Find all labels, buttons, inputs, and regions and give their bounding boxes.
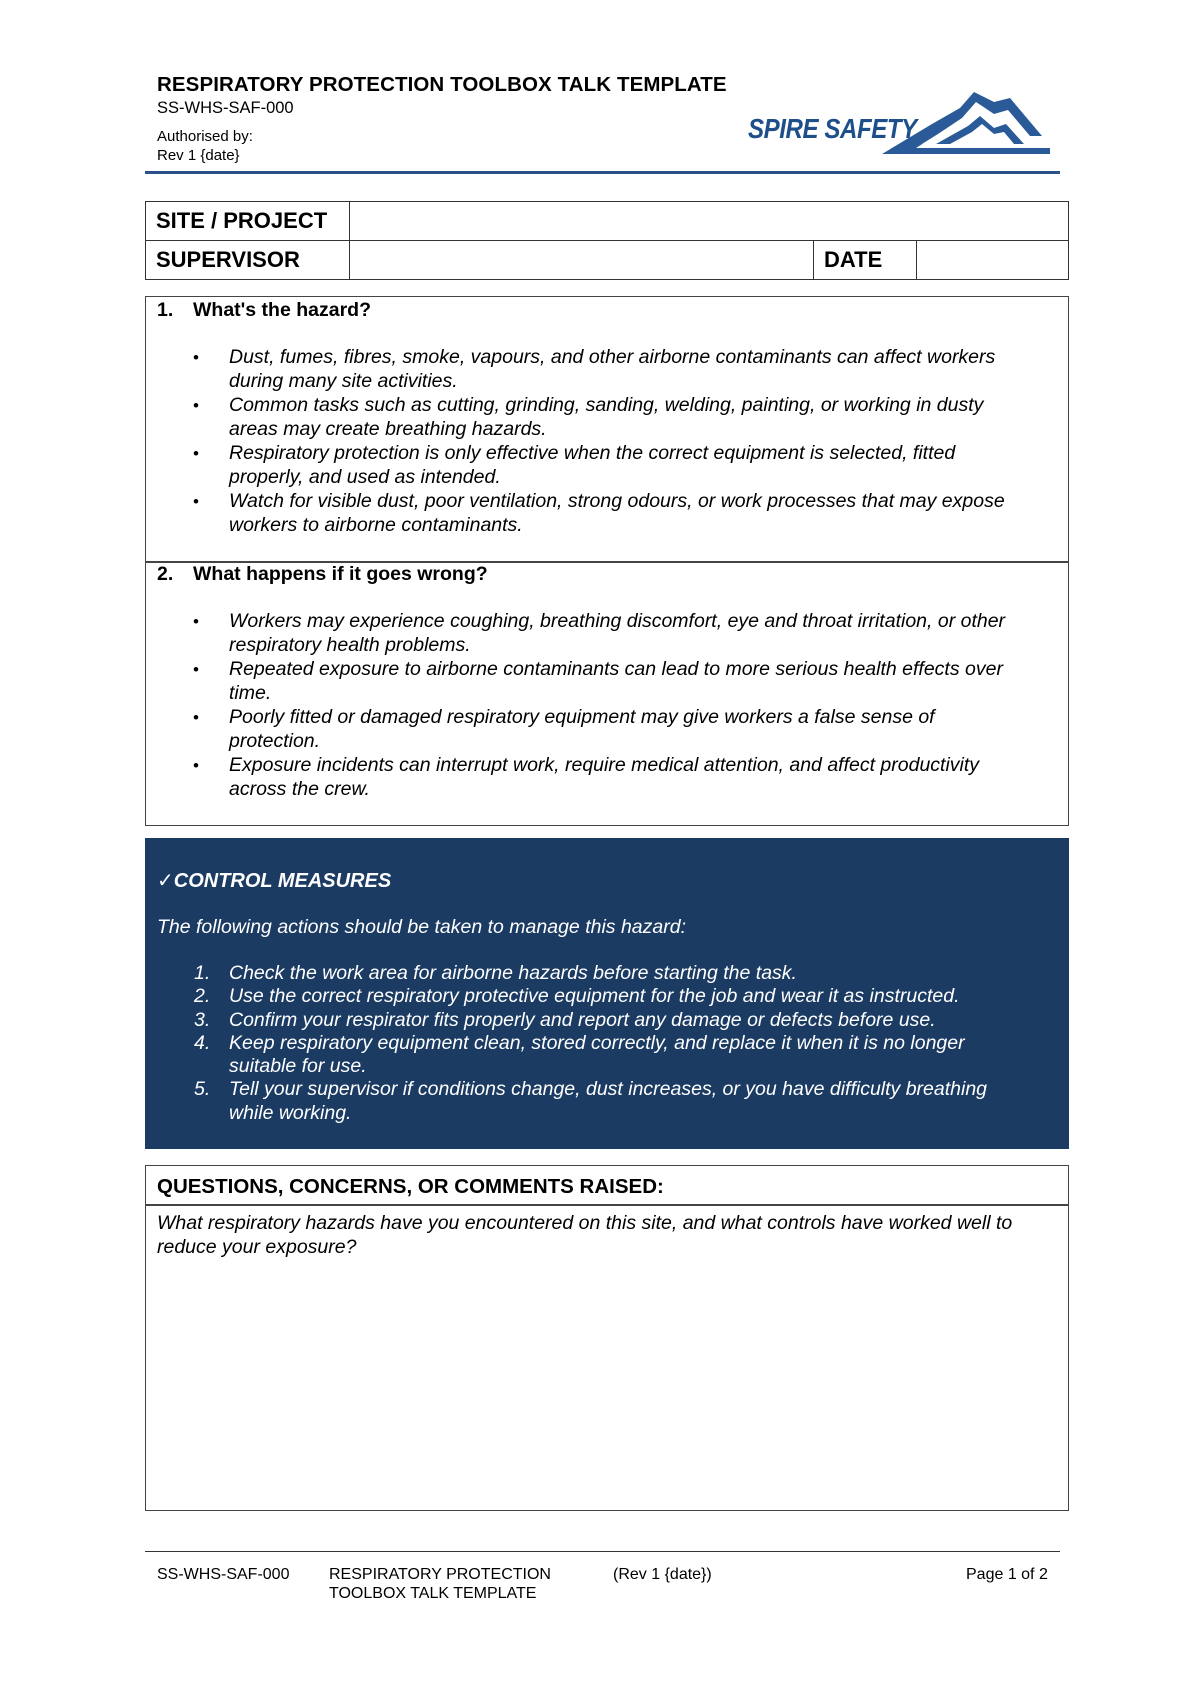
footer-divider — [145, 1551, 1060, 1552]
control-measures-heading: ✓CONTROL MEASURES — [157, 870, 392, 892]
page-number: Page 1 of 2 — [966, 1566, 1048, 1583]
list-item: • Repeated exposure to airborne contaminants can lead to more serious health effects over time. — [193, 658, 1003, 704]
site-project-label: SITE / PROJECT — [146, 202, 350, 241]
company-logo-text: SPIRE SAFETY — [748, 113, 917, 144]
section-2-heading: 2. What happens if it goes wrong? — [157, 563, 488, 585]
site-project-field[interactable] — [350, 202, 1069, 241]
list-item: • Workers may experience coughing, breathing discomfort, eye and throat irritation, or other respiratory health problems. — [193, 610, 1006, 656]
list-item: 5. Tell your supervisor if conditions change, dust increases, or you have difficulty breathing while working. — [194, 1078, 988, 1124]
list-item: 4. Keep respiratory equipment clean, stored correctly, and replace it when it is no longer suitable for use. — [194, 1031, 965, 1078]
footer-title: RESPIRATORY PROTECTION TOOLBOX TALK TEMPLATE — [329, 1566, 551, 1602]
info-table — [145, 201, 1069, 280]
header-divider — [145, 171, 1060, 174]
list-item: 1. Check the work area for airborne hazards before starting the task. — [194, 962, 797, 984]
date-label: DATE — [814, 241, 917, 280]
questions-divider — [145, 1204, 1069, 1206]
list-item: 2. Use the correct respiratory protective equipment for the job and wear it as instructed. — [194, 985, 960, 1008]
mountain-logo-icon — [882, 88, 1050, 158]
control-measures-list — [194, 962, 1049, 1125]
document-code: SS-WHS-SAF-000 — [157, 99, 294, 117]
questions-prompt: What respiratory hazards have you encountered on this site, and what controls have worked well to reduce your exposure? — [157, 1212, 1013, 1258]
questions-heading: QUESTIONS, CONCERNS, OR COMMENTS RAISED: — [157, 1175, 664, 1198]
list-item: • Respiratory protection is only effective when the correct equipment is selected, fitted properly, and used as intended. — [193, 442, 956, 488]
authorised-by: Authorised by: — [157, 128, 253, 145]
footer-doc-code: SS-WHS-SAF-000 — [157, 1566, 290, 1583]
supervisor-label: SUPERVISOR — [146, 241, 350, 280]
list-item: • Poorly fitted or damaged respiratory equipment may give workers a false sense of protection. — [193, 706, 935, 752]
list-item: • Exposure incidents can interrupt work, require medical attention, and affect productivity across the crew. — [193, 754, 980, 800]
list-item: • Common tasks such as cutting, grinding, sanding, welding, painting, or working in dusty areas may create breathing hazards. — [193, 394, 984, 440]
section-1-bullets — [193, 346, 1059, 538]
footer-revision: (Rev 1 {date}) — [613, 1566, 712, 1583]
list-item: • Watch for visible dust, poor ventilation, strong odours, or work processes that may expose workers to airborne contaminants. — [193, 490, 1005, 536]
list-item: • Dust, fumes, fibres, smoke, vapours, and other airborne contaminants can affect workers during many site activities. — [193, 346, 996, 392]
section-2-bullets — [193, 610, 1059, 802]
section-1-heading: 1. What's the hazard? — [157, 299, 371, 321]
list-item: 3. Confirm your respirator fits properly and report any damage or defects before use. — [194, 1008, 936, 1031]
revision: Rev 1 {date} — [157, 147, 240, 164]
control-measures-intro: The following actions should be taken to manage this hazard: — [157, 916, 686, 938]
date-field[interactable] — [917, 241, 1069, 280]
document-title: RESPIRATORY PROTECTION TOOLBOX TALK TEMPLATE — [157, 73, 727, 96]
supervisor-field[interactable] — [350, 241, 814, 280]
